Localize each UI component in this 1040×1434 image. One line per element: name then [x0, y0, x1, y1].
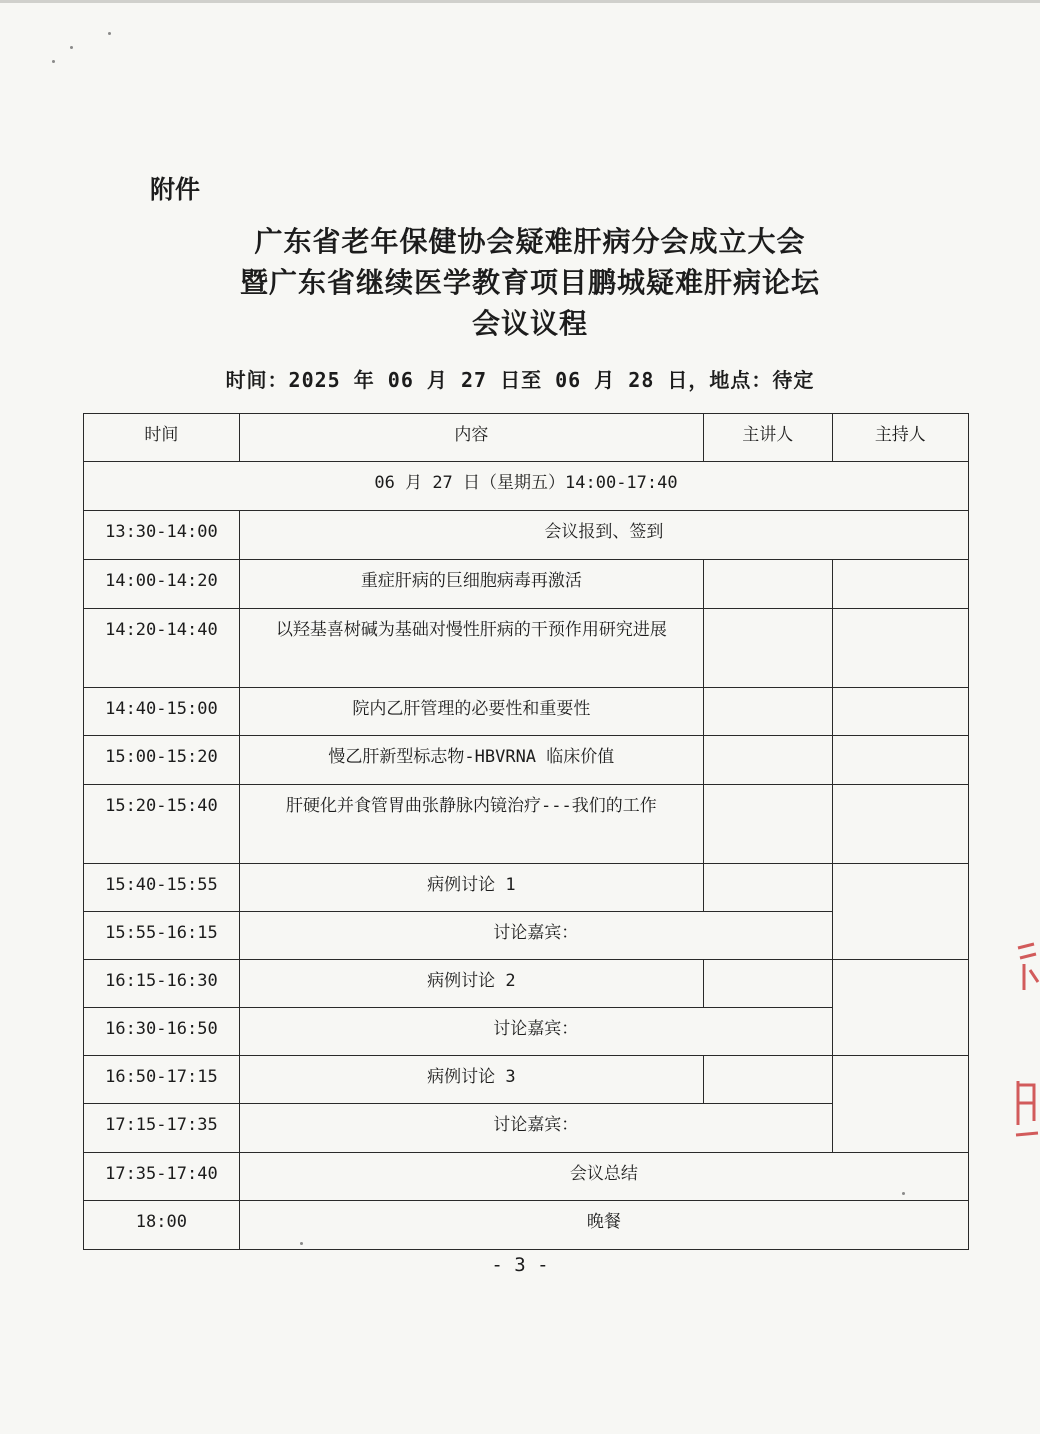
- table-row: [84, 785, 969, 863]
- agenda-table: [83, 413, 969, 1250]
- row-time: 14:20-14:40: [84, 608, 240, 687]
- table-row: [84, 863, 969, 911]
- row-content: 以羟基喜树碱为基础对慢性肝病的干预作用研究进展: [239, 608, 703, 687]
- row-time: 16:15-16:30: [84, 959, 240, 1007]
- row-host: [832, 863, 968, 959]
- row-speaker: [703, 736, 832, 785]
- scan-speck: [52, 60, 55, 63]
- row-time: 16:30-16:50: [84, 1008, 240, 1056]
- row-content: 病例讨论 3: [239, 1056, 703, 1104]
- header-time: 时间: [84, 414, 240, 462]
- row-time: 15:20-15:40: [84, 785, 240, 863]
- table-row: [84, 1152, 969, 1200]
- row-speaker: [703, 559, 832, 608]
- row-host: [832, 1056, 968, 1152]
- row-content: 讨论嘉宾：: [239, 911, 832, 959]
- row-host: [832, 736, 968, 785]
- row-content: 重症肝病的巨细胞病毒再激活: [239, 559, 703, 608]
- row-time: 17:15-17:35: [84, 1104, 240, 1152]
- table-row: [84, 1056, 969, 1104]
- table-row: [84, 687, 969, 735]
- header-host: 主持人: [832, 414, 968, 462]
- row-content: 慢乙肝新型标志物-HBVRNA 临床价值: [239, 736, 703, 785]
- scan-speck: [300, 1242, 303, 1245]
- row-content: 院内乙肝管理的必要性和重要性: [239, 687, 703, 735]
- table-row: [84, 608, 969, 687]
- title-line-3: 会议议程: [471, 307, 588, 340]
- row-speaker: [703, 863, 832, 911]
- table-row: [84, 736, 969, 785]
- row-content: 讨论嘉宾：: [239, 1104, 832, 1152]
- row-time: 13:30-14:00: [84, 511, 240, 559]
- row-content: 病例讨论 2: [239, 959, 703, 1007]
- scan-speck: [902, 1192, 905, 1195]
- table-row: [84, 559, 969, 608]
- row-content: 病例讨论 1: [239, 863, 703, 911]
- row-content: 会议总结: [239, 1152, 968, 1200]
- row-time: 15:00-15:20: [84, 736, 240, 785]
- row-time: 15:40-15:55: [84, 863, 240, 911]
- table-row: [84, 959, 969, 1007]
- row-time: 14:00-14:20: [84, 559, 240, 608]
- row-host: [832, 608, 968, 687]
- table-row: [84, 511, 969, 559]
- row-speaker: [703, 1056, 832, 1104]
- row-host: [832, 559, 968, 608]
- row-content: 肝硬化并食管胃曲张静脉内镜治疗---我们的工作: [239, 785, 703, 863]
- meeting-time-location: 时间：2025 年 06 月 27 日至 06 月 28 日，地点：待定: [225, 368, 815, 392]
- row-time: 18:00: [84, 1200, 240, 1249]
- title-line-1: 广东省老年保健协会疑难肝病分会成立大会: [254, 225, 806, 258]
- row-speaker: [703, 608, 832, 687]
- row-content: 讨论嘉宾：: [239, 1008, 832, 1056]
- row-host: [832, 687, 968, 735]
- row-time: 16:50-17:15: [84, 1056, 240, 1104]
- red-seal-fragment-icon: [1014, 940, 1040, 1008]
- row-host: [832, 959, 968, 1055]
- row-content: 会议报到、签到: [239, 511, 968, 559]
- table-header-row: [84, 414, 969, 462]
- row-speaker: [703, 687, 832, 735]
- scan-speck: [70, 46, 73, 49]
- page-number: - 3 -: [491, 1254, 549, 1276]
- table-row: [84, 1200, 969, 1249]
- row-content: 晚餐: [239, 1200, 968, 1249]
- header-speaker: 主讲人: [703, 414, 832, 462]
- red-seal-fragment-icon: [1012, 1075, 1040, 1153]
- row-speaker: [703, 959, 832, 1007]
- day-header-row: [84, 462, 969, 511]
- day-header: 06 月 27 日（星期五）14:00-17:40: [84, 462, 969, 511]
- row-time: 17:35-17:40: [84, 1152, 240, 1200]
- title-line-2: 暨广东省继续医学教育项目鹏城疑难肝病论坛: [239, 266, 820, 299]
- attachment-label: 附件: [150, 175, 201, 204]
- scan-speck: [108, 32, 111, 35]
- scan-top-edge: [0, 0, 1040, 3]
- row-time: 14:40-15:00: [84, 687, 240, 735]
- row-host: [832, 785, 968, 863]
- header-content: 内容: [239, 414, 703, 462]
- row-speaker: [703, 785, 832, 863]
- row-time: 15:55-16:15: [84, 911, 240, 959]
